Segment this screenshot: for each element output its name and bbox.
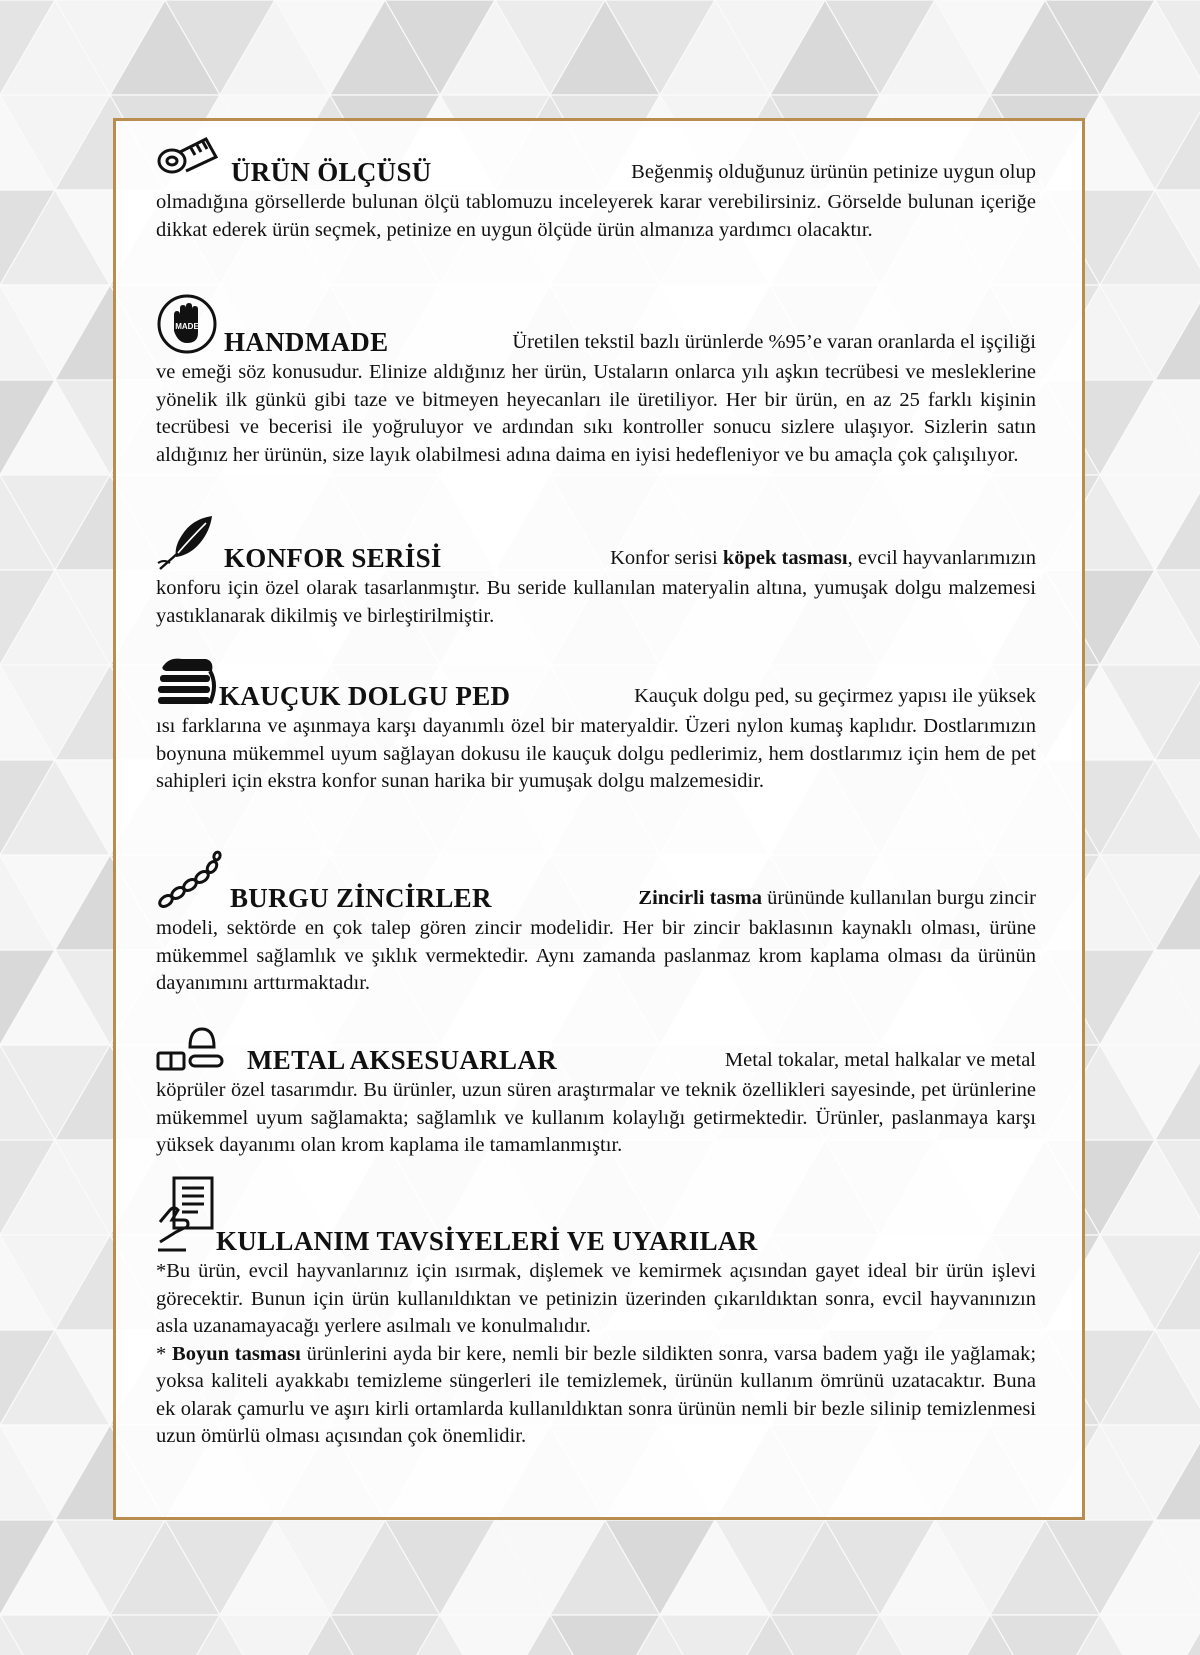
section-urun-olcusu xyxy=(156,139,1036,244)
section-kullanim-tavsiyeleri xyxy=(156,1174,1036,1451)
section-kaucuk-dolgu-ped xyxy=(156,653,1036,796)
section-konfor-serisi xyxy=(156,513,1036,630)
section-body-text: ve emeği söz konusudur. Elinize aldığınız her ürün, Ustaların onlarca yılı aşkın tecrübesi ve mesleklerine yönelik ilk günkü gibi taze ve bitmeyen heyecanları ile üretiliyor. Her bir ürün, en az 25 farklı kişinin tecrübesi ve becerisi ile yoğruluyor ve ardından sıkı kontroller sonucu sizlere ulaşıyor. Sizlerin satın aldığınız her ürünün, size layık olabilmesi adına daima en iyisi hedefleniyor ve bu amaçla çok çalışılıyor. xyxy=(156,361,1036,466)
chain-icon xyxy=(156,849,224,911)
metal-buckles-icon xyxy=(156,1025,226,1073)
section-body-text xyxy=(156,1258,1036,1451)
measuring-tape-icon xyxy=(156,135,218,185)
section-body-text: olmadığına görsellerde bulunan ölçü tablomuzu inceleyerek karar verebilirsiniz. Görselde bulunan içeriğe dikkat ederek ürün seçmek, petinize en uygun ölçüde ürün almanıza yardımcı olacaktır. xyxy=(156,191,1036,241)
section-title: KAUÇUK DOLGU PED xyxy=(219,681,511,711)
handmade-hand-icon xyxy=(156,293,218,355)
warning-paragraph-2: * Boyun tasması ürünlerini ayda bir kere, nemli bir bezle sildikten sonra, varsa badem yağı ile yağlamak; yoksa kaliteli ayakkabı temizleme süngerleri ile temizlemek, ürünün kullanım ömrünü uzatacaktır. Buna ek olarak çamurlu ve aşırı kirli ortamlarda kullanıldıktan sonra ürünün nemli bir bezle silinip temizlenmesi uzun ömürlü olması açısından çok önemlidir. xyxy=(156,1342,1037,1447)
section-body-text: köprüler özel tasarımdır. Bu ürünler, uzun süren araştırmalar ve teknik özellikleri sayesinde, pet ürünlerine mükemmel uyum sağlamakta; sağlamlık ve kullanım kolaylığı getirmektedir. Ürünler, paslanmaya karşı yüksek dayanımı olan krom kaplama ile tamamlanmıştır. xyxy=(156,1079,1036,1156)
section-lead-text: Üretilen tekstil bazlı ürünlerde %95’e varan oranlarda el işçiliği xyxy=(512,331,1036,353)
section-lead-text: Beğenmiş olduğunuz ürünün petinize uygun olup xyxy=(631,161,1036,183)
section-title: ÜRÜN ÖLÇÜSÜ xyxy=(231,157,432,187)
document-hand-icon xyxy=(156,1176,216,1254)
warning-paragraph-1: *Bu ürün, evcil hayvanlarınız için ısırmak, dişlemek ve kemirmek açısından gayet ideal bir ürün işlevi görecektir. Bunun için ürün kullanıldıktan ve petinizin üzerinden çıkarıldıktan sonra, evcil hayvanınızın asla uzanamayacağı yerlere asılmalı ve konulmalıdır. xyxy=(156,1260,1036,1337)
made-label: MADE xyxy=(175,322,199,331)
section-title: KONFOR SERİSİ xyxy=(224,543,442,573)
section-handmade xyxy=(156,291,1036,469)
section-body-text: modeli, sektörde en çok talep gören zincir modelidir. Her bir zincir baklasının kaynaklı olması, ürüne mükemmel sağlamlık ve şıklık vermektedir. Aynı zamanda paslanmaz krom kaplama olması da ürünün dayanımını arttırmaktadır. xyxy=(156,917,1036,994)
section-title: METAL AKSESUARLAR xyxy=(247,1045,557,1075)
section-body-text: ısı farklarına ve aşınmaya karşı dayanımlı özel bir materyaldir. Üzeri nylon kumaş kaplıdır. Dostlarımızın boynuna mükemmel uyum sağlayan dokusu ile kauçuk dolgu pedlerimiz, hem dostlarımız için hem de pet sahipleri için ekstra konfor sunan harika bir yumuşak dolgu malzemesidir. xyxy=(156,715,1036,792)
padding-layers-icon xyxy=(156,655,218,709)
section-title: KULLANIM TAVSİYELERİ VE UYARILAR xyxy=(216,1226,758,1256)
section-title: BURGU ZİNCİRLER xyxy=(230,883,492,913)
section-lead-text: Zincirli tasma ürününde kullanılan burgu zincir xyxy=(638,887,1036,909)
section-lead-text: Konfor serisi köpek tasması, evcil hayvanlarımızın xyxy=(610,547,1036,569)
section-burgu-zincirler xyxy=(156,851,1036,998)
section-body-text: konforu için özel olarak tasarlanmıştır. Bu seride kullanılan materyalin altına, yumuşak dolgu malzemesi yastıklanarak dikilmiş ve birleştirilmiştir. xyxy=(156,577,1036,627)
section-lead-text: Kauçuk dolgu ped, su geçirmez yapısı ile yüksek xyxy=(634,685,1036,707)
section-title: HANDMADE xyxy=(224,327,389,357)
section-metal-aksesuarlar xyxy=(156,1023,1036,1160)
section-lead-text: Metal tokalar, metal halkalar ve metal xyxy=(724,1049,1036,1071)
feather-icon xyxy=(156,513,218,571)
content-card xyxy=(113,118,1085,1520)
